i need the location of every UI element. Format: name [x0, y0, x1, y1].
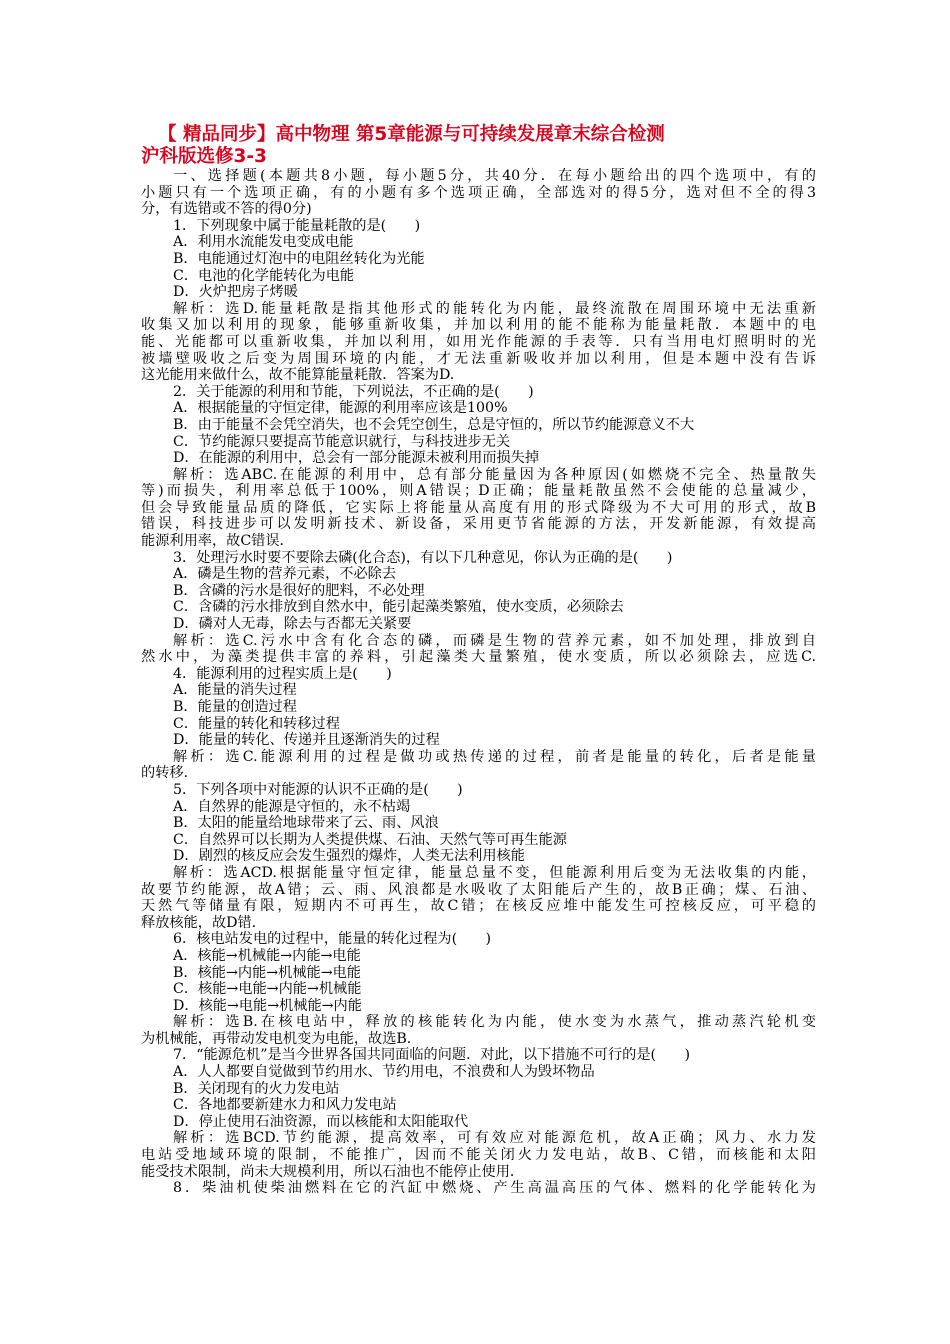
- text-line: C．自然界可以长期为人类提供煤、石油、天然气等可再生能源: [173, 831, 567, 848]
- text-line: 收集又加以利用的现象，能够重新收集，并加以利用的能不能称为能量耗散．本题中的电: [141, 317, 816, 334]
- text-line: C．能量的转化和转移过程: [173, 715, 340, 732]
- text-line: D．磷对人无毒，除去与否都无关紧要: [173, 616, 412, 633]
- text-line: C．含磷的污水排放到自然水中，能引起藻类繁殖，使水变质，必须除去: [173, 599, 624, 616]
- text-line: 小题只有一个选项正确，有的小题有多个选项正确，全部选对的得5分，选对但不全的得3: [141, 184, 816, 201]
- document-title-line-2: 沪科版选修3-3: [141, 146, 267, 167]
- text-line: 4．能源利用的过程实质上是( ): [173, 665, 392, 682]
- text-line: A．磷是生物的营养元素，不必除去: [173, 566, 397, 583]
- text-line: A．利用水流能发电变成电能: [173, 234, 354, 251]
- document-title-line-1: 【 精品同步】高中物理 第5章能源与可持续发展章末综合检测: [158, 124, 665, 145]
- text-line: 被墙壁吸收之后变为周围环境的内能，才无法重新吸收并加以利用，但是本题中没有告诉: [141, 350, 816, 367]
- text-line: A．根据能量的守恒定律，能源的利用率应该是100%: [173, 400, 508, 417]
- text-line: 解析：选ACD.根据能量守恒定律，能量总量不变，但能源利用后变为无法收集的内能，: [173, 864, 816, 881]
- text-line: 能、光能都可以重新收集，并加以利用，如用光作能源的手表等．只有当用电灯照明时的光: [141, 333, 816, 350]
- text-line: B．关闭现有的火力发电站: [173, 1080, 340, 1097]
- text-line: 1．下列现象中属于能量耗散的是( ): [173, 217, 421, 234]
- text-line: 这光能用来做什么，故不能算能量耗散．答案为D.: [141, 367, 455, 384]
- text-line: D．在能源的利用中，总会有一部分能源未被利用而损失掉: [173, 450, 540, 467]
- text-line: A．人人都要自觉做到节约用水、节约用电，不浪费和人为毁坏物品: [173, 1064, 595, 1081]
- text-line: 7．“能源危机”是当今世界各国共同面临的问题．对此，以下措施不可行的是( ): [173, 1047, 690, 1064]
- text-line: 能源利用率，故C错误．: [141, 533, 294, 550]
- text-line: 错误，科技进步可以发明新技术、新设备，采用更节省能源的方法，开发新能源，有效提高: [141, 516, 816, 533]
- text-line: 为机械能，再带动发电机变为电能，故选B.: [141, 1030, 412, 1047]
- text-line: D．核能→电能→机械能→内能: [173, 997, 362, 1014]
- text-line: B．能量的创造过程: [173, 699, 297, 715]
- text-line: 故要节约能源，故A错；云、雨、风浪都是水吸收了太阳能后产生的，故B正确；煤、石油、: [141, 881, 816, 898]
- text-line: 解析：选B.在核电站中，释放的核能转化为内能，使水变为水蒸气，推动蒸汽轮机变: [173, 1014, 816, 1031]
- text-line: 然水中，为藻类提供丰富的养料，引起藻类大量繁殖，使水变质，所以必须除去，应选C.: [141, 649, 816, 666]
- text-line: 3．处理污水时要不要除去磷(化合态)，有以下几种意见，你认为正确的是( ): [173, 549, 673, 566]
- text-line: B．含磷的污水是很好的肥料，不必处理: [173, 582, 425, 599]
- text-line: 但会导致能量品质的降低，它实际上将能量从高度有用的形式降级为不大可用的形式，故B: [141, 499, 816, 516]
- text-line: 6．核电站发电的过程中，能量的转化过程为( ): [173, 931, 492, 948]
- text-line: A．核能→机械能→内能→电能: [173, 947, 361, 964]
- text-line: 解析：选D.能量耗散是指其他形式的能转化为内能，最终流散在周围环境中无法重新: [173, 300, 816, 317]
- text-line: B．太阳的能量给地球带来了云、雨、风浪: [173, 815, 439, 832]
- text-line: 一、选择题(本题共8小题，每小题5分，共40分．在每小题给出的四个选项中，有的: [173, 168, 816, 184]
- text-line: B．由于能量不会凭空消失，也不会凭空创生，总是守恒的，所以节约能源意义不大: [173, 416, 695, 433]
- text-line: D．停止使用石油资源，而以核能和太阳能取代: [173, 1113, 469, 1130]
- text-line: 释放核能，故D错．: [141, 914, 266, 931]
- text-line: 5．下列各项中对能源的认识不正确的是( ): [173, 781, 463, 798]
- text-line: D．能量的转化、传递并且逐渐消失的过程: [173, 732, 440, 749]
- text-line: 解析：选BCD.节约能源，提高效率，可有效应对能源危机，故A正确；风力、水力发: [173, 1130, 816, 1147]
- text-line: 解析：选ABC.在能源的利用中，总有部分能量因为各种原因(如燃烧不完全、热量散失: [173, 466, 816, 483]
- text-line: D．剧烈的核反应会发生强烈的爆炸，人类无法利用核能: [173, 848, 525, 865]
- text-line: 解析：选C.能源利用的过程是做功或热传递的过程，前者是能量的转化，后者是能量: [173, 748, 816, 765]
- text-line: C．核能→电能→内能→机械能: [173, 981, 362, 998]
- document-body: [141, 168, 816, 1197]
- text-line: 能受技术限制，尚未大规模利用，所以石油也不能停止使用．: [141, 1163, 525, 1180]
- text-line: 8．柴油机使柴油燃料在它的汽缸中燃烧、产生高温高压的气体、燃料的化学能转化为: [173, 1180, 816, 1197]
- text-line: C．节约能源只要提高节能意识就行，与科技进步无关: [173, 433, 511, 450]
- text-line: 解析：选C.污水中含有化合态的磷，而磷是生物的营养元素，如不加处理，排放到自: [173, 632, 816, 649]
- text-line: 电站受地域环境的限制，不能推广，因而不能关闭火力发电站，故B、C错，而核能和太阳: [141, 1147, 816, 1164]
- text-line: 天然气等储量有限，短期内不可再生，故C错；在核反应堆中能发生可控核反应，可平稳的: [141, 898, 816, 915]
- text-line: 的转移．: [141, 765, 198, 782]
- text-line: B．电能通过灯泡中的电阻丝转化为光能: [173, 250, 425, 267]
- text-line: D．火炉把房子烤暖: [173, 284, 298, 301]
- text-line: C．电池的化学能转化为电能: [173, 267, 355, 284]
- text-line: 等)而损失，利用率总低于100%，则A错误；D正确；能量耗散虽然不会使能的总量减少，: [141, 483, 816, 500]
- text-line: B．核能→内能→机械能→电能: [173, 964, 361, 981]
- text-line: A．自然界的能源是守恒的，永不枯竭: [173, 798, 411, 815]
- text-line: 分，有选错或不答的得0分): [141, 201, 312, 218]
- text-line: C．各地都要新建水力和风力发电站: [173, 1097, 397, 1114]
- text-line: A．能量的消失过程: [173, 682, 297, 699]
- text-line: 2．关于能源的利用和节能，下列说法，不正确的是( ): [173, 383, 534, 400]
